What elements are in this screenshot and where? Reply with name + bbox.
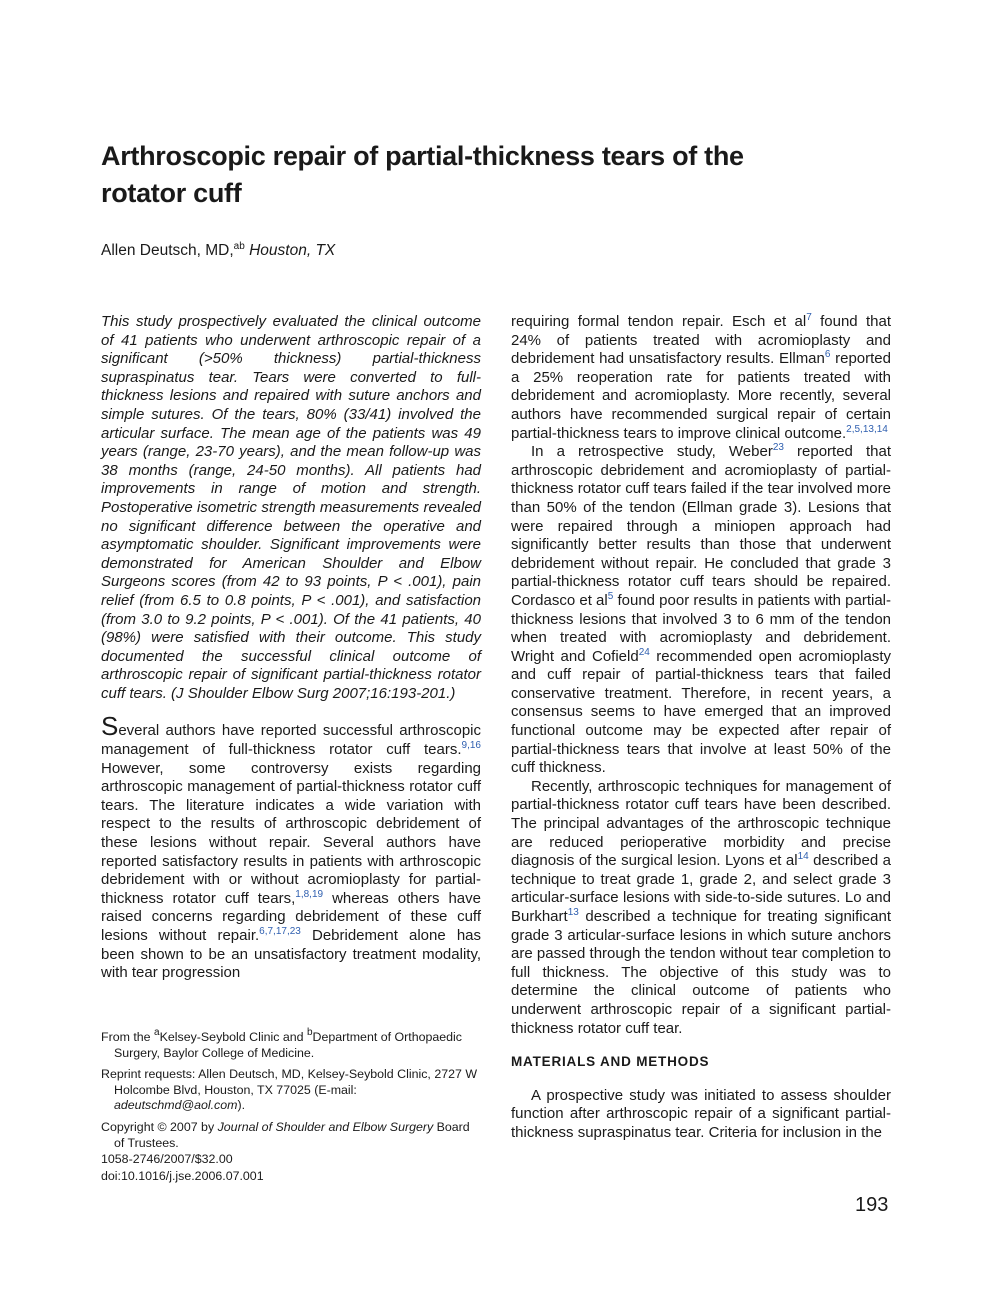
citation-ref[interactable]: 9,16 <box>461 740 481 752</box>
citation-ref[interactable]: 6 <box>824 349 831 361</box>
intro-paragraph <box>101 711 481 982</box>
author-affiliation-marks: ab <box>233 241 245 252</box>
citation-ref[interactable]: 23 <box>772 442 784 454</box>
affiliation-mark: a <box>154 1027 160 1038</box>
intro-text-4: Debridement alone has been shown to be an unsatisfactory treatment modality, with tear progression <box>101 927 481 982</box>
body-paragraph <box>511 443 891 778</box>
author-byline <box>101 242 335 260</box>
drop-cap: S <box>101 711 119 742</box>
footnote-text: Department of Orthopaedic Surgery, Baylor College of Medicine. <box>114 1030 463 1060</box>
body-text: described a technique for treating significant grade 3 articular-surface lesions in which suture anchors are passed through the tendon without tear completion to full thickness. The objective of this study was to determine the clinical outcome of patients who underwent arthroscopic repair of a significant partial-thickness rotator cuff tear. <box>511 908 891 1037</box>
body-text: reported that arthroscopic debridement and acromioplasty of partial-thickness rotator cuff tears failed if the tear involved more than 50% of the tendon (Ellman grade 3). Lesions that were repaired through a miniopen approach had significantly better results than those that underwent debridement without repair. He concluded that grade 3 partial-thickness rotator cuff tears should be repaired. Cordasco et al <box>511 443 891 609</box>
footnote-copyright <box>101 1120 483 1151</box>
body-text: Recently, arthroscopic techniques for management of partial-thickness rotator cuff tears have been described. The principal advantages of the arthroscopic technique are reduced perioperative morbidity and precise diagnosis of the surgical lesion. Lyons et al <box>511 777 891 870</box>
right-column <box>511 313 891 1143</box>
footnote-text: Kelsey-Seybold Clinic and <box>159 1030 307 1044</box>
author-name: Allen Deutsch, MD, <box>101 242 234 259</box>
intro-text-1: everal authors have reported successful arthroscopic management of full-thickness rotator cuff tears. <box>101 722 481 759</box>
intro-text-2: However, some controversy exists regarding arthroscopic management of partial-thickness rotator cuff tears. The literature indicates a wide variation with respect to the results of arthroscopic debridement of these lesions without repair. Several authors have reported satisfactory results in patients with arthroscopic debridement with or without acromioplasty for partial-thickness rotator cuff tears, <box>101 759 481 907</box>
body-text: requiring formal tendon repair. Esch et al <box>511 313 807 330</box>
citation-ref[interactable]: 24 <box>638 646 650 658</box>
footnotes <box>101 1027 483 1185</box>
body-text: recommended open acromioplasty and cuff repair of partial-thickness tears that failed conservative treatment. Therefore, in recent years, a consensus seems to have emerged that an improved functional outcome may be expected after repair of partial-thickness tears that involve at least 50% of the cuff thickness. <box>511 647 891 777</box>
footnote-text: Reprint requests: Allen Deutsch, MD, Kelsey-Seybold Clinic, 2727 W Holcombe Blvd, Houston, TX 77025 (E-mail: <box>101 1067 478 1097</box>
methods-paragraph: A prospective study was initiated to assess shoulder function after arthroscopic repair of a significant partial-thickness supraspinatus tear. Criteria for inclusion in the <box>511 1086 891 1141</box>
citation-ref[interactable]: 5 <box>607 590 614 602</box>
citation-ref[interactable]: 14 <box>797 851 809 863</box>
footnote-issn: 1058-2746/2007/$32.00 <box>101 1152 233 1167</box>
article-title: Arthroscopic repair of partial-thickness tears of the rotator cuff <box>101 141 744 208</box>
citation-ref[interactable]: 6,7,17,23 <box>259 926 301 937</box>
body-text: reported a 25% reoperation rate for patients treated with debridement and acromioplasty. More recently, several authors have recommended surgical repair of certain partial-thickness tears to improve clinical outcome. <box>511 350 891 442</box>
journal-name: Journal of Shoulder and Elbow Surgery <box>217 1119 434 1134</box>
footnote-text: Copyright © 2007 by <box>101 1119 218 1134</box>
citation-ref[interactable]: 1,8,19 <box>295 888 324 900</box>
footnote-text: ). <box>237 1098 246 1113</box>
page-number: 193 <box>855 1194 889 1216</box>
intro-text-3: whereas others have raised concerns regarding debridement of these cuff lesions without repair. <box>101 889 481 944</box>
footnote-affiliation <box>101 1027 483 1061</box>
footnote-text: From the <box>101 1030 155 1044</box>
author-location: Houston, TX <box>249 242 336 259</box>
body-paragraph <box>511 313 891 443</box>
footnote-doi[interactable]: doi:10.1016/j.jse.2006.07.001 <box>101 1168 264 1183</box>
abstract: This study prospectively evaluated the clinical outcome of 41 patients who underwent arthroscopic repair of a significant (>50% thickness) partial-thickness supraspinatus tear. Tears were converted to full-thickness lesions and repaired with suture anchors and simple sutures. Of the tears, 80% (33/41) involved the articular surface. The mean age of the patients was 49 years (range, 23-70 years), and the mean follow-up was 38 months (range, 24-50 months). All patients had improvements in range of motion and strength. Postoperative isometric strength measurements revealed no significant difference between the operative and asymptomatic shoulder. Significant improvements were demonstrated for American Shoulder and Elbow Surgeons scores (from 42 to 93 points, P < .001), pain relief (from 6.5 to 0.8 points, P < .001), and satisfaction (from 3.0 to 9.2 points, P < .001). Of the 41 patients, 40 (98%) were satisfied with their outcome. This study documented the successful clinical outcome of arthroscopic repair of significant partial-thickness rotator cuff tears. (J Shoulder Elbow Surg 2007;16:193-201.) <box>101 313 481 702</box>
footnote-reprint <box>101 1067 483 1114</box>
body-text: found that 24% of patients treated with acromioplasty and debridement had unsatisfactory results. Ellman <box>511 313 891 368</box>
citation-ref[interactable]: 7 <box>806 312 812 323</box>
section-heading: MATERIALS AND METHODS <box>511 1054 710 1070</box>
citation-ref[interactable]: 13 <box>567 907 579 918</box>
body-text: In a retrospective study, Weber <box>531 443 773 461</box>
body-text: found poor results in patients with partial-thickness lesions that involved 3 to 6 mm of the tendon when treated with acromioplasty and debridement. Wright and Cofield <box>511 591 891 665</box>
author-email-link[interactable]: adeutschmd@aol.com <box>114 1098 238 1113</box>
affiliation-mark: b <box>306 1027 313 1038</box>
body-text: described a technique to treat grade 1, grade 2, and select grade 3 articular-surface lesions with side-to-side sutures. Lo and Burkhart <box>511 852 891 925</box>
citation-ref[interactable]: 2,5,13,14 <box>846 423 888 435</box>
footnote-text: Board of Trustees. <box>114 1119 470 1150</box>
left-column <box>101 313 481 983</box>
body-paragraph <box>511 778 891 1038</box>
